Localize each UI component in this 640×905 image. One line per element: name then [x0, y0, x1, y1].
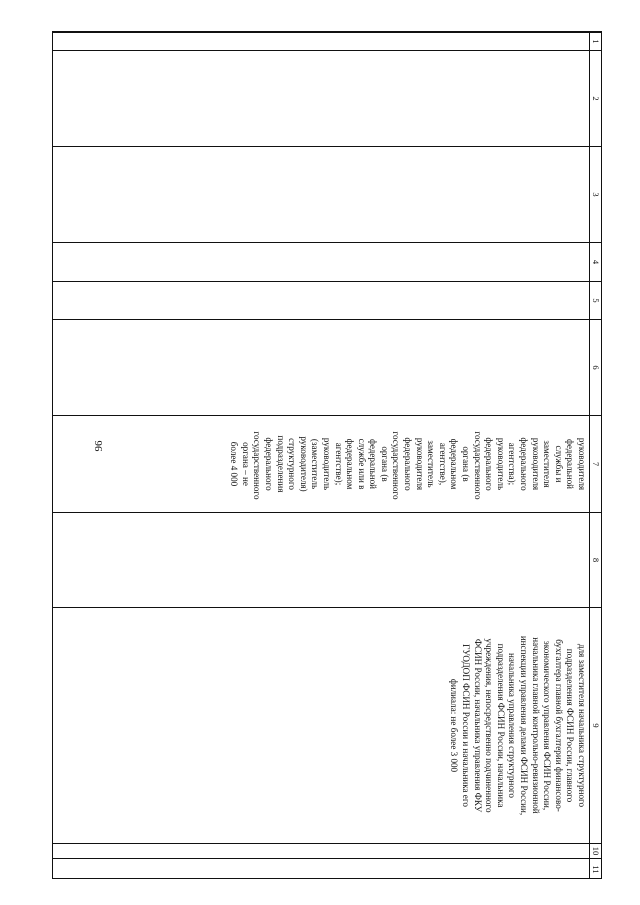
- table-cell-9: [53, 608, 590, 844]
- column-header-11: 11: [590, 859, 603, 880]
- column-header-4: 4: [590, 243, 603, 282]
- table-cell-11: [53, 859, 590, 880]
- column-header-10: 10: [590, 844, 603, 859]
- table-cell-6: [53, 320, 590, 416]
- table-row: [53, 33, 590, 880]
- table-cell-2: [53, 51, 590, 147]
- column-header-6: 6: [590, 320, 603, 416]
- table-cell-8: [53, 513, 590, 608]
- column-header-1: 1: [590, 33, 603, 51]
- table-cell-3: [53, 147, 590, 243]
- rotated-table-frame: [52, 31, 602, 879]
- table-cell-1: [53, 33, 590, 51]
- column-7-text: руководителя федеральной службы и заместителя руководителя федерального агентства); руководитель федерального государственного органа (в федеральном агентстве), заместитель руководителя федерального государственного органа (в федеральной службе или в федеральном агентстве); руководитель (заместитель руководителя) структурного подразделения федерального государственного органа – не более 4 000: [229, 431, 587, 500]
- rotated-table-surface: [53, 32, 602, 879]
- table-cell-5: [53, 282, 590, 320]
- page-number: 96: [93, 440, 105, 452]
- column-header-9: 9: [590, 608, 603, 844]
- column-header-7: 7: [590, 416, 603, 513]
- table-header-row: [590, 33, 603, 880]
- column-header-2: 2: [590, 51, 603, 147]
- column-header-8: 8: [590, 513, 603, 608]
- table-cell-10: [53, 844, 590, 859]
- column-header-3: 3: [590, 147, 603, 243]
- column-9-text: для заместителя начальника структурного подразделения ФСИН России, главного бухгалтера главной бухгалтерии финансово-экономического управления ФСИН России, начальника главной контрольно-ревизионной инспекции управления делами ФСИН России, начальника управления структурного подразделения ФСИН России, начальника учреждения, непосредственно подчиненного ФСИН России, начальника управления ФКУ ГУОДОП ФСИН России и начальника его филиала: не более 3 000: [449, 635, 587, 816]
- table-cell-7: [53, 416, 590, 513]
- table-cell-4: [53, 243, 590, 282]
- column-header-5: 5: [590, 282, 603, 320]
- data-table: [52, 32, 602, 879]
